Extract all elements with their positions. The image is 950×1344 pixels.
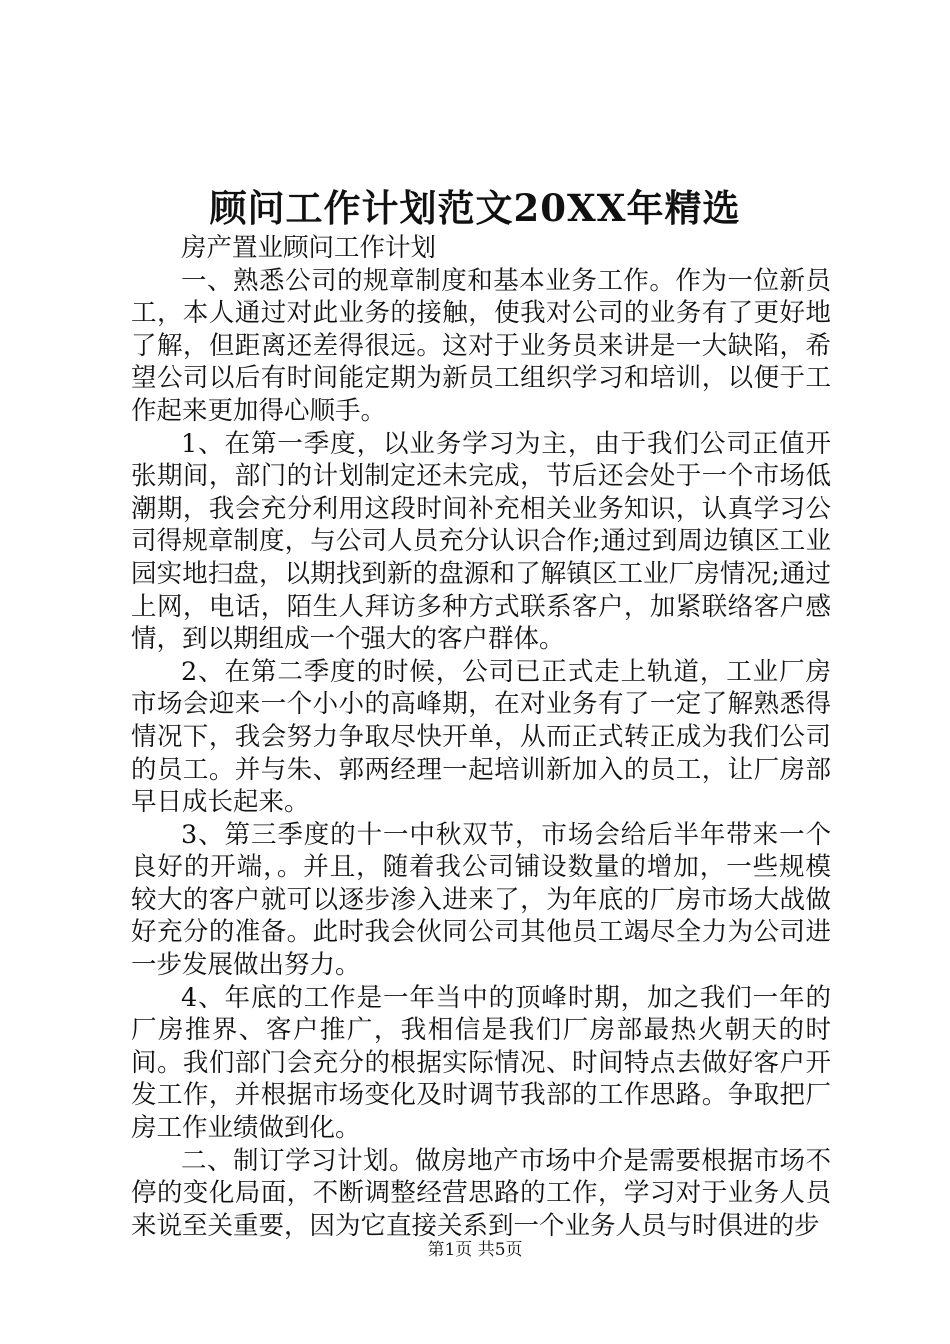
page-title: 顾问工作计划范文20XX年精选 [209,186,741,230]
paragraph: 4、年底的工作是一年当中的顶峰时期，加之我们一年的厂房推界、客户推广，我相信是我们厂房部最热火朝天的时间。我们部门会充分的根据实际情况、时间特点去做好客户开发工作，并根据市场变化及时调节我部的工作思路。争取把厂房工作业绩做到化。 [131,982,831,1144]
document-body [131,232,831,1242]
paragraph: 3、第三季度的十一中秋双节，市场会给后半年带来一个良好的开端，。并且，随着我公司铺设数量的增加，一些规模较大的客户就可以逐步渗入进来了，为年底的厂房市场大战做好充分的准备。此时我会伙同公司其他员工竭尽全力为公司进一步发展做出努力。 [131,819,831,981]
paragraph: 一、熟悉公司的规章制度和基本业务工作。作为一位新员工，本人通过对此业务的接触，使我对公司的业务有了更好地了解，但距离还差得很远。这对于业务员来讲是一大缺陷，希望公司以后有时间能定期为新员工组织学习和培训，以便于工作起来更加得心顺手。 [131,265,831,426]
page-footer: 第1页 共5页 [427,1240,523,1260]
paragraph: 二、制订学习计划。做房地产市场中介是需要根据市场不停的变化局面，不断调整经营思路的工作，学习对于业务人员来说至关重要，因为它直接关系到一个业务人员与时俱进的步 [131,1145,831,1241]
document-subtitle: 房产置业顾问工作计划 [181,233,437,263]
paragraph: 1、在第一季度，以业务学习为主，由于我们公司正值开张期间，部门的计划制定还未完成，节后还会处于一个市场低潮期，我会充分利用这段时间补充相关业务知识，认真学习公司得规章制度，与公司人员充分认识合作;通过到周边镇区工业园实地扫盘，以期找到新的盘源和了解镇区工业厂房情况;通过上网，电话，陌生人拜访多种方式联系客户，加紧联络客户感情，到以期组成一个强大的客户群体。 [131,428,831,655]
paragraph: 2、在第二季度的时候，公司已正式走上轨道，工业厂房市场会迎来一个小小的高峰期，在对业务有了一定了解熟悉得情况下，我会努力争取尽快开单，从而正式转正成为我们公司的员工。并与朱、郭两经理一起培训新加入的员工，让厂房部早日成长起来。 [131,656,831,818]
